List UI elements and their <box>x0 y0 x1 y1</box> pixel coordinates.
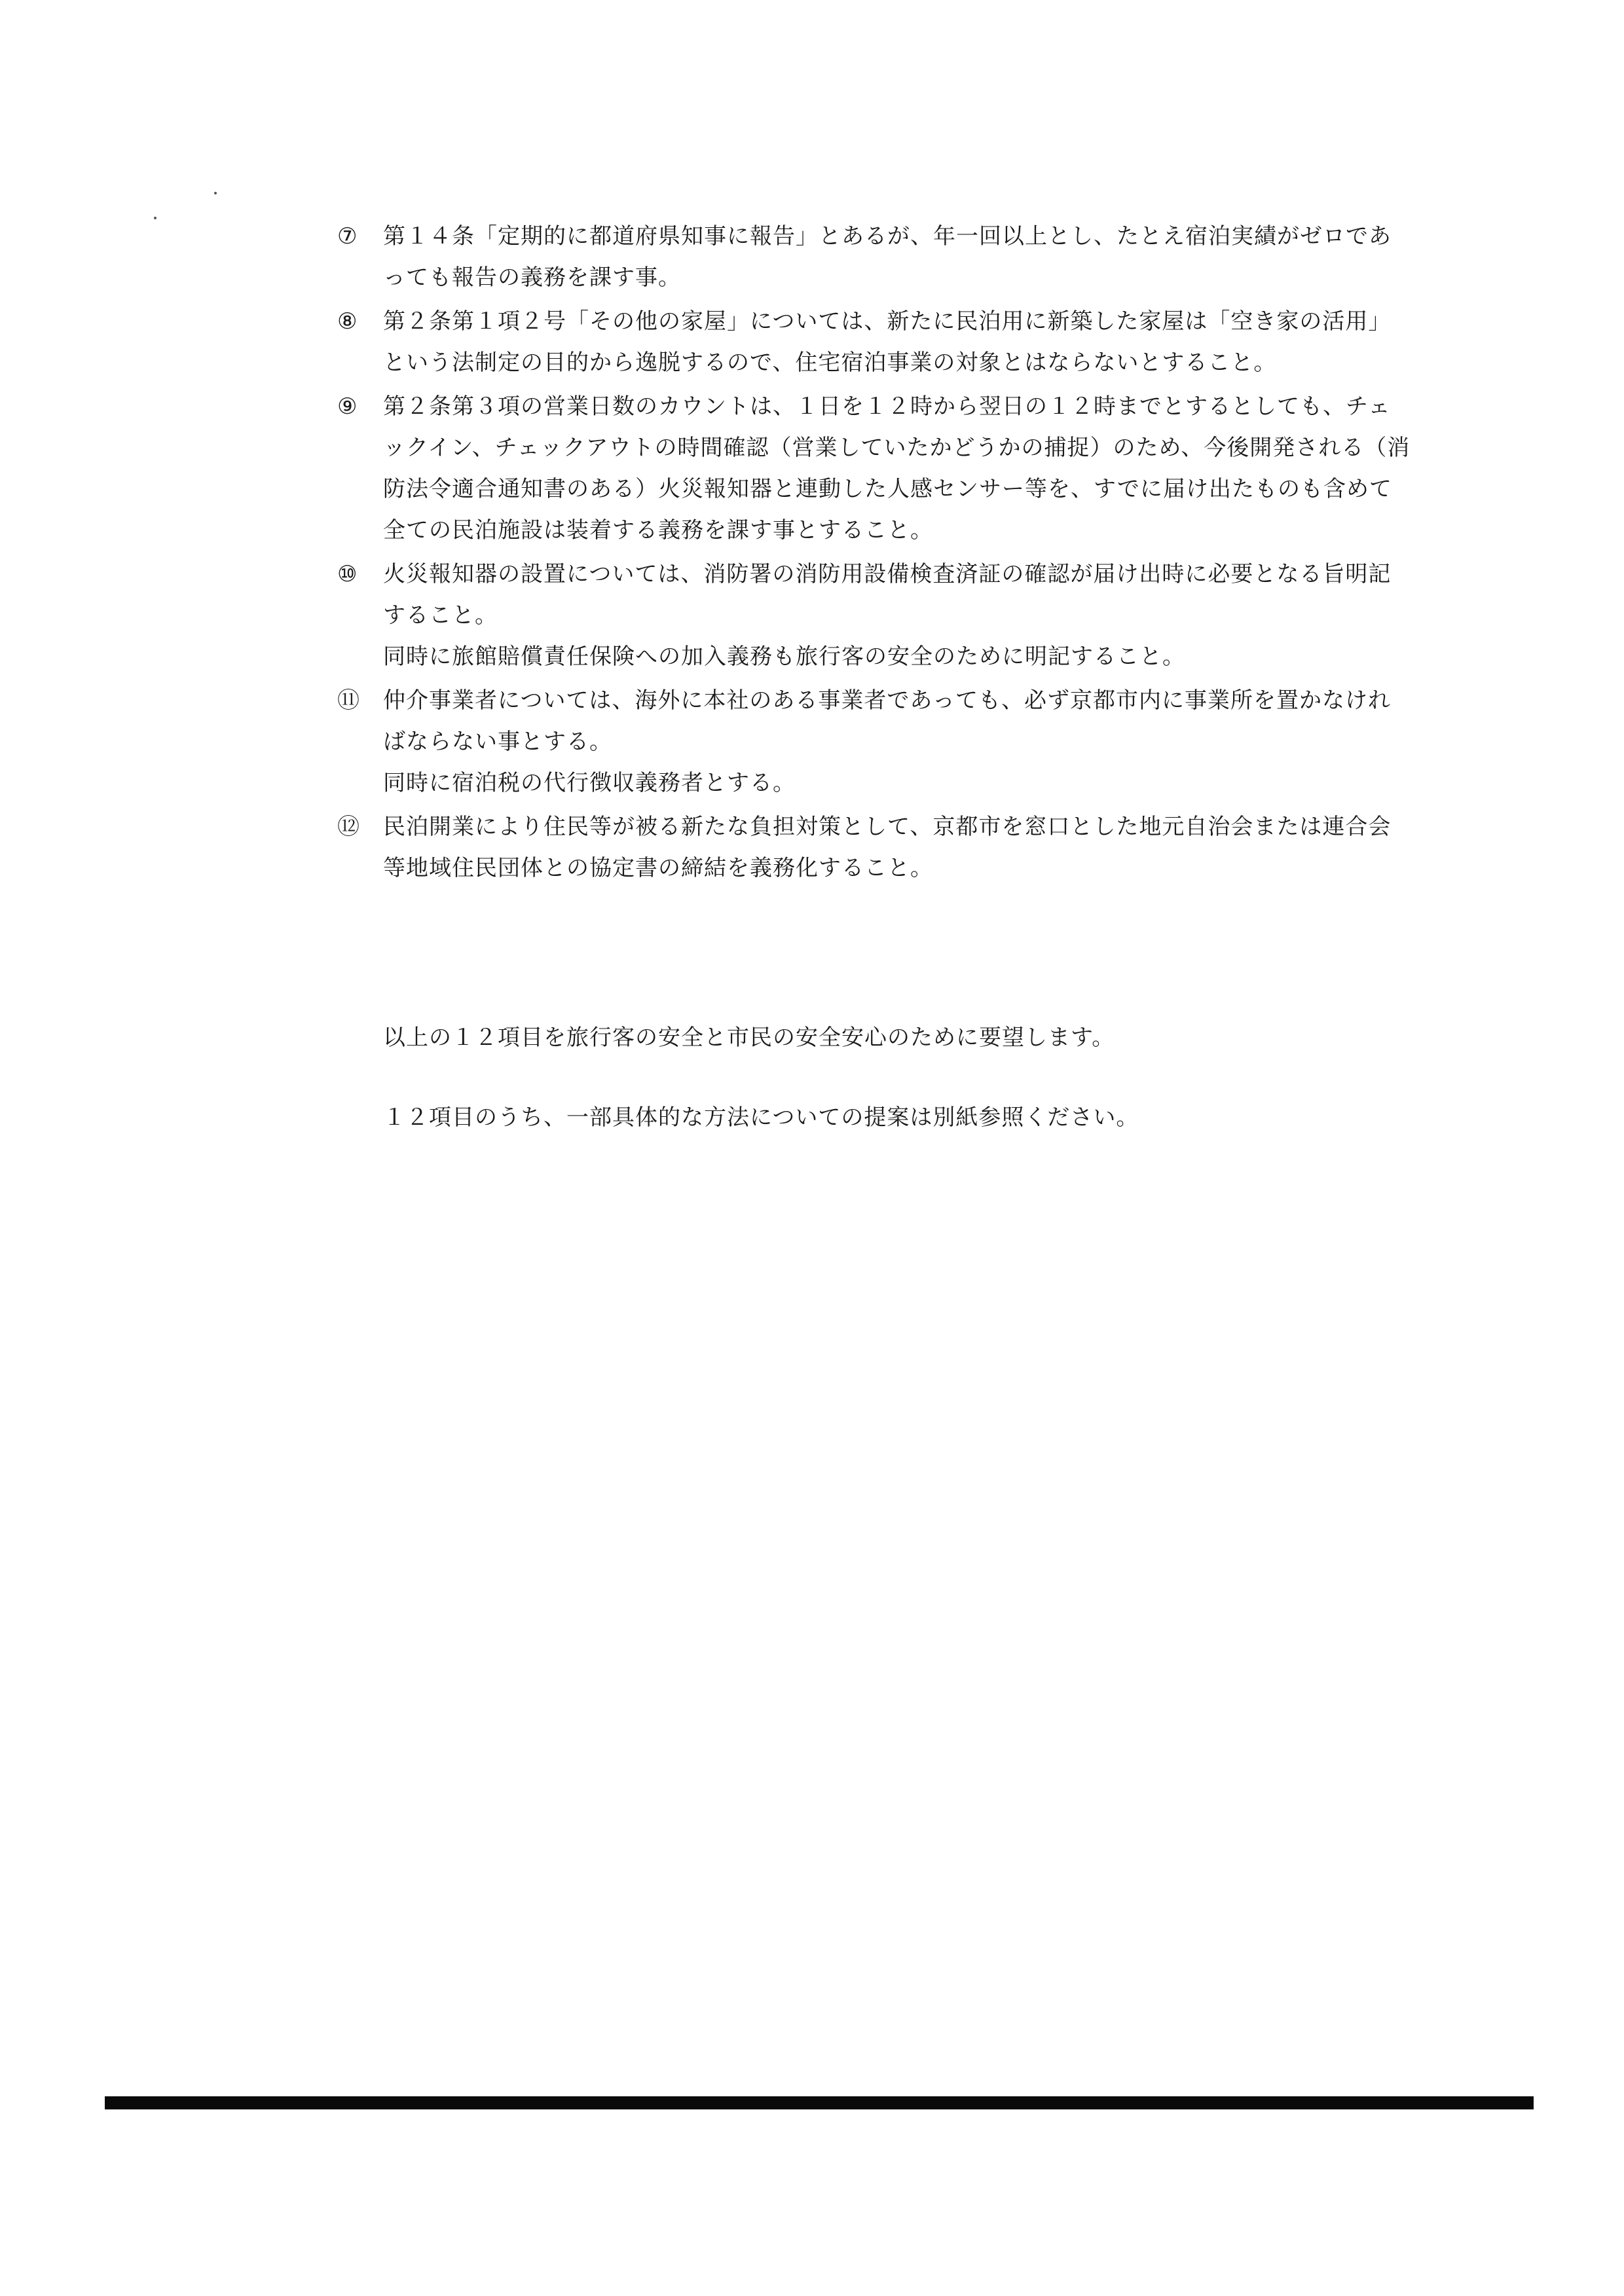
closing-reference-note: １２項目のうち、一部具体的な方法についての提案は別紙参照ください。 <box>383 1104 1139 1131</box>
request-item-7 <box>337 216 1411 299</box>
request-item-9 <box>337 386 1411 551</box>
item-text: 第１４条「定期的に都道府県知事に報告」とあるが、年一回以上とし、たとえ宿泊実績がゼロであっても報告の義務を課す事。 <box>383 223 1392 291</box>
item-text-supplement: 同時に旅館賠償責任保険への加入義務も旅行客の安全のために明記すること。 <box>383 644 1185 670</box>
footer-rule <box>105 2096 1534 2109</box>
item-body <box>383 680 1411 804</box>
item-text: 民泊開業により住民等が被る新たな負担対策として、京都市を窓口とした地元自治会または連合会等地域住民団体との協定書の締結を義務化すること。 <box>383 814 1392 881</box>
item-number: ⑦ <box>337 223 358 249</box>
item-body <box>383 807 1411 889</box>
request-item-11 <box>337 680 1411 804</box>
item-number: ⑪ <box>337 687 360 714</box>
item-text: 仲介事業者については、海外に本社のある事業者であっても、必ず京都市内に事業所を置かなければならない事とする。 <box>383 687 1391 755</box>
item-body <box>383 554 1411 678</box>
item-text-supplement: 同時に宿泊税の代行徴収義務者とする。 <box>383 770 796 796</box>
item-number: ⑩ <box>337 561 358 587</box>
request-item-10 <box>337 554 1411 678</box>
item-text: 火災報知器の設置については、消防署の消防用設備検査済証の確認が届け出時に必要となる旨明記すること。 <box>383 561 1392 629</box>
item-number: ⑧ <box>337 308 358 335</box>
item-text: 第２条第３項の営業日数のカウントは、１日を１２時から翌日の１２時までとするとしても、チェックイン、チェックアウトの時間確認（営業していたかどうかの捕捉）のため、今後開発される（消防法令適合通知書のある）火災報知器と連動した人感センサー等を、すでに届け出たものも含めて全ての民泊施設は装着する義務を課す事とすること。 <box>383 393 1411 543</box>
scan-speck <box>214 192 217 194</box>
closing-statement: 以上の１２項目を旅行客の安全と市民の安全安心のために要望します。 <box>383 1025 1115 1051</box>
item-body <box>383 216 1411 299</box>
request-item-12 <box>337 807 1411 889</box>
item-number: ⑫ <box>337 814 360 840</box>
item-text: 第２条第１項２号「その他の家屋」については、新たに民泊用に新築した家屋は「空き家の活用」という法制定の目的から逸脱するので、住宅宿泊事業の対象とはならないとすること。 <box>383 308 1392 376</box>
item-number: ⑨ <box>337 393 358 420</box>
request-item-list <box>337 216 1411 892</box>
scan-speck <box>154 217 157 219</box>
item-body <box>383 386 1411 551</box>
item-body <box>383 301 1411 384</box>
request-item-8 <box>337 301 1411 384</box>
